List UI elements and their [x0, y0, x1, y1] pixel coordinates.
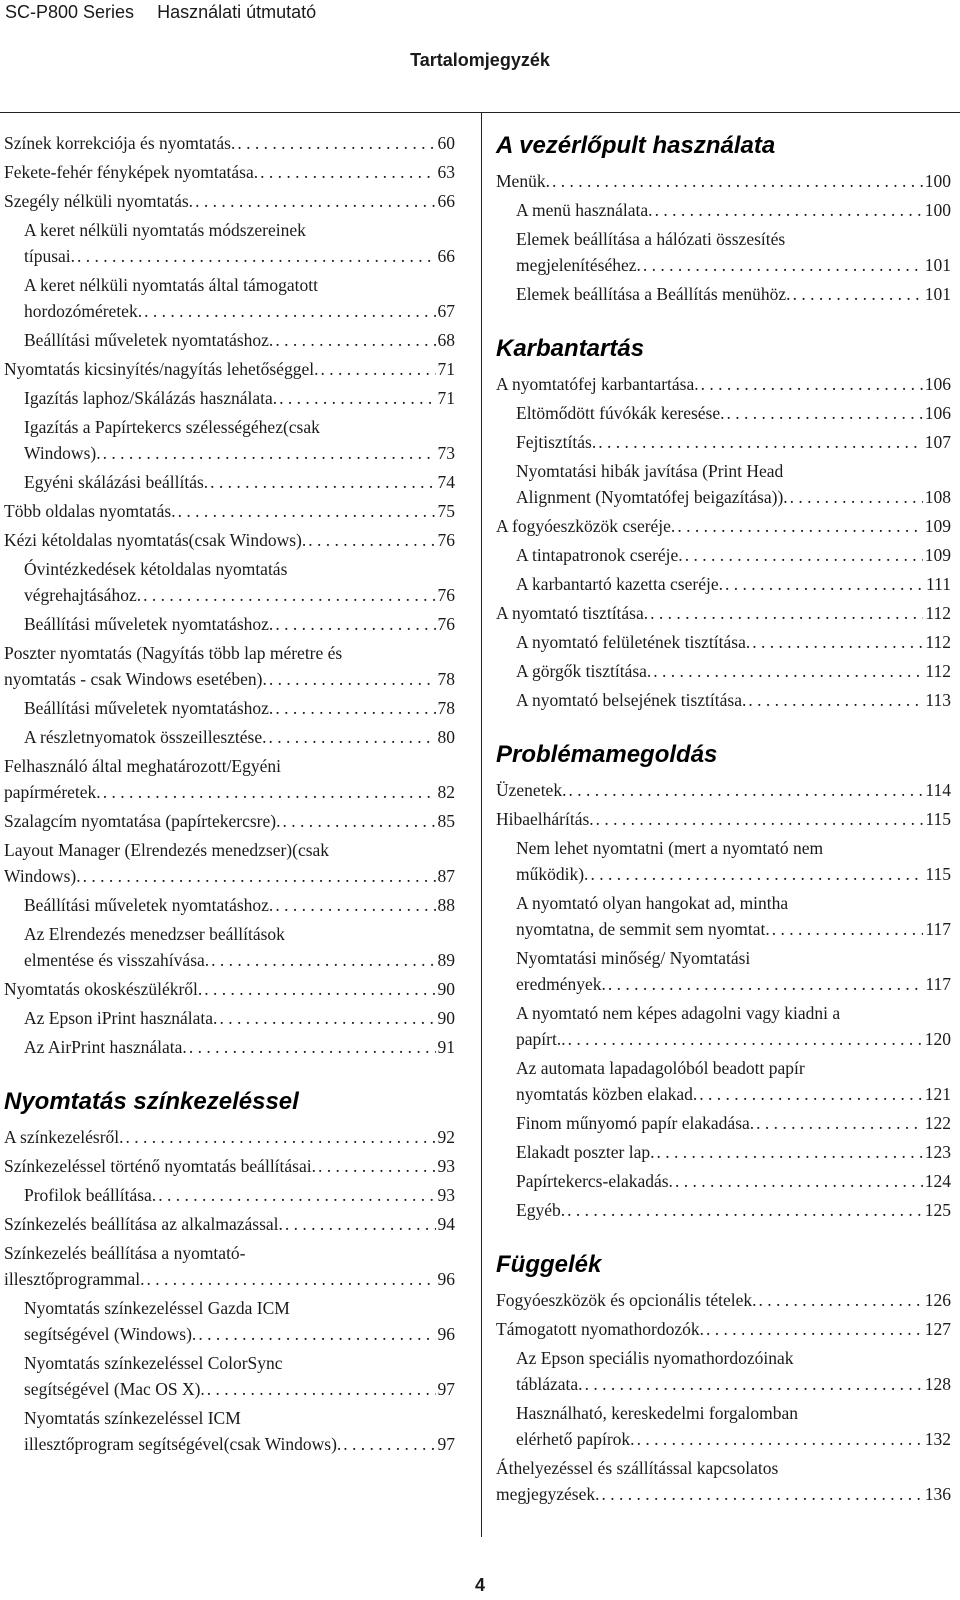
- toc-page-number: 113: [925, 690, 951, 710]
- toc-page-number: 126: [924, 1290, 951, 1310]
- dot-leader: [204, 976, 435, 1002]
- toc-entry[interactable]: [516, 1197, 951, 1223]
- toc-entry[interactable]: [516, 658, 951, 684]
- dot-leader: [275, 327, 435, 353]
- toc-entry[interactable]: [24, 611, 455, 637]
- toc-entry[interactable]: [24, 1295, 455, 1347]
- dot-leader: [126, 1124, 436, 1150]
- toc-entry-text: Több oldalas nyomtatás.: [4, 501, 176, 521]
- toc-entry-text: Az Epson iPrint használata.: [24, 1008, 218, 1028]
- toc-page-number: 76: [437, 530, 455, 550]
- toc-entry-text: segítségével (Windows).: [24, 1324, 197, 1344]
- toc-page-number: 122: [924, 1113, 951, 1133]
- toc-page-number: 90: [437, 1008, 455, 1028]
- dot-leader: [275, 695, 435, 721]
- toc-entry[interactable]: [4, 1124, 455, 1150]
- toc-entry[interactable]: [496, 513, 951, 539]
- dot-leader: [727, 400, 923, 426]
- dot-leader: [608, 971, 924, 997]
- toc-entry-text: Eltömődött fúvókák keresése.: [516, 403, 725, 423]
- toc-entry-text: Menük.: [496, 171, 550, 191]
- toc-page-number: 112: [925, 661, 951, 681]
- dot-leader: [655, 197, 923, 223]
- toc-page-number: 90: [437, 979, 455, 999]
- dot-leader: [103, 779, 436, 805]
- dot-leader: [143, 582, 435, 608]
- toc-entry[interactable]: [516, 890, 951, 942]
- toc-page-number: 114: [925, 780, 951, 800]
- dot-leader: [675, 1168, 923, 1194]
- toc-page-number: 100: [924, 200, 951, 220]
- toc-entry-text: A nyomtatófej karbantartása.: [496, 374, 699, 394]
- toc-entry[interactable]: [24, 695, 455, 721]
- toc-entry-text: Használható, kereskedelmi forgalomban: [516, 1403, 799, 1423]
- toc-entry-text: A keret nélküli nyomtatás által támogatott: [24, 275, 319, 295]
- toc-page-number: 106: [924, 403, 951, 423]
- toc-page-number: 100: [924, 171, 951, 191]
- toc-entry[interactable]: [24, 385, 455, 411]
- toc-entry[interactable]: [24, 272, 455, 324]
- toc-page-number: 117: [925, 974, 951, 994]
- dot-leader: [178, 498, 436, 524]
- toc-page-number: 78: [437, 669, 455, 689]
- toc-entry[interactable]: [516, 197, 951, 223]
- dot-leader: [211, 947, 435, 973]
- toc-entry-text: Színkezelés beállítása az alkalmazással.: [4, 1214, 283, 1234]
- toc-entry[interactable]: [24, 1034, 455, 1060]
- toc-page-number: 107: [924, 432, 951, 452]
- toc-entry[interactable]: [496, 1455, 951, 1507]
- dot-leader: [759, 1287, 923, 1313]
- dot-leader: [198, 1321, 435, 1347]
- toc-entry[interactable]: [516, 1345, 951, 1397]
- toc-entry-text: A karbantartó kazetta cseréje.: [516, 574, 723, 594]
- toc-entry[interactable]: [496, 777, 951, 803]
- toc-left-column: [4, 130, 455, 1460]
- toc-entry[interactable]: [4, 356, 455, 382]
- toc-page-number: 115: [925, 864, 951, 884]
- toc-entry-text: Nyomtatás színkezeléssel Gazda ICM: [24, 1298, 290, 1318]
- toc-page-number: 109: [924, 516, 951, 536]
- toc-entry-text: segítségével (Mac OS X).: [24, 1379, 205, 1399]
- toc-entry-text: Beállítási műveletek nyomtatáshoz.: [24, 895, 274, 915]
- dot-leader: [748, 687, 923, 713]
- toc-entry[interactable]: [24, 556, 455, 608]
- toc-entry-text: működik).: [516, 864, 589, 884]
- toc-page-number: 97: [437, 1379, 455, 1399]
- toc-entry-text: Alignment (Nyomtatófej beigazítása)).: [516, 487, 788, 507]
- toc-page-number: 127: [924, 1319, 951, 1339]
- dot-leader: [279, 385, 435, 411]
- toc-page-number: 74: [437, 472, 455, 492]
- toc-entry-text: Profilok beállítása.: [24, 1185, 157, 1205]
- toc-page-number: 111: [926, 574, 951, 594]
- dot-leader: [210, 469, 435, 495]
- dot-leader: [685, 542, 923, 568]
- dot-leader: [701, 371, 923, 397]
- toc-page-number: 109: [924, 545, 951, 565]
- toc-entry[interactable]: [4, 188, 455, 214]
- toc-entry-text: Óvintézkedések kétoldalas nyomtatás: [24, 559, 288, 579]
- toc-entry[interactable]: [516, 226, 951, 278]
- toc-entry-text: A nyomtató nem képes adagolni vagy kiadni a: [516, 1003, 841, 1023]
- toc-page-number: 75: [437, 501, 455, 521]
- toc-entry-text: Igazítás a Papírtekercs szélességéhez(csak: [24, 417, 320, 437]
- dot-leader: [568, 777, 923, 803]
- dot-leader: [77, 243, 435, 269]
- toc-entry-text: Elemek beállítása a Beállítás menühöz.: [516, 284, 791, 304]
- toc-entry[interactable]: [4, 753, 455, 805]
- toc-entry[interactable]: [516, 281, 951, 307]
- toc-entry-text: Az AirPrint használata.: [24, 1037, 187, 1057]
- toc-page-number: 71: [437, 388, 455, 408]
- toc-page-number: 124: [924, 1171, 951, 1191]
- toc-entry-text: Szalagcím nyomtatása (papírtekercsre).: [4, 811, 281, 831]
- toc-entry-text: Beállítási műveletek nyomtatáshoz.: [24, 614, 274, 634]
- toc-entry[interactable]: [516, 458, 951, 510]
- toc-entry[interactable]: [24, 892, 455, 918]
- dot-leader: [219, 1005, 435, 1031]
- toc-entry-text: A keret nélküli nyomtatás módszereinek: [24, 220, 306, 240]
- toc-page-number: 128: [924, 1374, 951, 1394]
- dot-leader: [552, 168, 923, 194]
- dot-leader: [596, 806, 924, 832]
- toc-entry-text: Színkezeléssel történő nyomtatás beállításai.: [4, 1156, 316, 1176]
- toc-entry[interactable]: [516, 1110, 951, 1136]
- toc-entry[interactable]: [496, 1316, 951, 1342]
- toc-entry[interactable]: [4, 640, 455, 692]
- toc-entry-text: nyomtatna, de semmit sem nyomtat.: [516, 919, 770, 939]
- toc-entry[interactable]: [24, 921, 455, 973]
- toc-entry[interactable]: [24, 724, 455, 750]
- toc-entry-text: Windows).: [24, 443, 101, 463]
- toc-entry-text: Fogyóeszközök és opcionális tételek.: [496, 1290, 757, 1310]
- dot-leader: [725, 571, 924, 597]
- dot-leader: [650, 600, 923, 626]
- toc-page-number: 66: [437, 246, 455, 266]
- toc-entry[interactable]: [4, 130, 455, 156]
- toc-page-number: 108: [924, 487, 951, 507]
- toc-entry[interactable]: [516, 629, 951, 655]
- toc-page-number: 96: [437, 1269, 455, 1289]
- toc-entry-text: végrehajtásához.: [24, 585, 142, 605]
- toc-entry-text: Nyomtatás okoskészülékről.: [4, 979, 203, 999]
- toc-entry[interactable]: [516, 571, 951, 597]
- toc-page-number: 88: [437, 895, 455, 915]
- dot-leader: [752, 629, 923, 655]
- toc-heading: Tartalomjegyzék: [410, 50, 550, 70]
- toc-entry[interactable]: [516, 1168, 951, 1194]
- toc-entry[interactable]: [516, 429, 951, 455]
- toc-entry-text: Támogatott nyomathordozók.: [496, 1319, 705, 1339]
- toc-entry-text: A nyomtató belsejének tisztítása.: [516, 690, 747, 710]
- toc-page-number: 93: [437, 1156, 455, 1176]
- toc-entry-text: Nyomtatás színkezeléssel ICM: [24, 1408, 241, 1428]
- toc-entry[interactable]: [4, 1211, 455, 1237]
- toc-entry[interactable]: [24, 327, 455, 353]
- toc-entry-text: A tintapatronok cseréje.: [516, 545, 683, 565]
- toc-page-number: 76: [437, 585, 455, 605]
- toc-entry-text: Az Epson speciális nyomathordozóinak: [516, 1348, 794, 1368]
- toc-page-number: 101: [924, 255, 951, 275]
- toc-right-column: [496, 130, 951, 1510]
- toc-entry[interactable]: [24, 1005, 455, 1031]
- dot-leader: [772, 916, 924, 942]
- toc-entry[interactable]: [496, 1287, 951, 1313]
- toc-entry-text: papírméretek.: [4, 782, 101, 802]
- toc-page-number: 112: [925, 632, 951, 652]
- dot-leader: [269, 666, 436, 692]
- dot-leader: [643, 252, 923, 278]
- toc-page-number: 82: [437, 782, 455, 802]
- toc-entry[interactable]: [24, 1405, 455, 1457]
- toc-entry-text: Hibaelhárítás.: [496, 809, 594, 829]
- toc-entry[interactable]: [516, 1055, 951, 1107]
- dot-leader: [275, 611, 435, 637]
- toc-entry[interactable]: [4, 498, 455, 524]
- dot-leader: [320, 356, 435, 382]
- toc-entry-text: nyomtatás - csak Windows esetében).: [4, 669, 267, 689]
- toc-page-number: 125: [924, 1200, 951, 1220]
- toc-entry[interactable]: [24, 217, 455, 269]
- toc-page-number: 60: [437, 133, 455, 153]
- toc-entry-text: Elemek beállítása a hálózati összesítés: [516, 229, 786, 249]
- toc-entry[interactable]: [4, 1153, 455, 1179]
- toc-page-number: 136: [924, 1484, 951, 1504]
- toc-entry-text: típusai.: [24, 246, 76, 266]
- toc-entry[interactable]: [516, 1000, 951, 1052]
- toc-page-number: 117: [925, 919, 951, 939]
- toc-entry-text: Nyomtatási minőség/ Nyomtatási: [516, 948, 751, 968]
- dot-leader: [653, 658, 923, 684]
- toc-entry-text: Az Elrendezés menedzser beállítások: [24, 924, 285, 944]
- toc-page-number: 71: [437, 359, 455, 379]
- toc-entry[interactable]: [4, 1240, 455, 1292]
- toc-page-number: 78: [437, 698, 455, 718]
- product-name: SC-P800 Series: [5, 2, 135, 22]
- dot-leader: [637, 1426, 923, 1452]
- dot-leader: [793, 281, 923, 307]
- dot-leader: [318, 1153, 436, 1179]
- toc-entry-text: Színkezelés beállítása a nyomtató-: [4, 1243, 246, 1263]
- toc-page-number: 66: [437, 191, 455, 211]
- toc-page-number: 115: [925, 809, 951, 829]
- header-rule: [0, 112, 960, 113]
- toc-page-number: 89: [437, 950, 455, 970]
- dot-leader: [602, 1481, 923, 1507]
- toc-entry-text: A nyomtató felületének tisztítása.: [516, 632, 751, 652]
- toc-page-number: 80: [437, 727, 455, 747]
- toc-entry[interactable]: [24, 1182, 455, 1208]
- toc-page-number: 73: [437, 443, 455, 463]
- dot-leader: [585, 1371, 923, 1397]
- toc-page-number: 123: [924, 1142, 951, 1162]
- dot-leader: [590, 861, 923, 887]
- dot-leader: [343, 1431, 435, 1457]
- toc-entry[interactable]: [4, 976, 455, 1002]
- toc-page-number: 96: [437, 1324, 455, 1344]
- toc-entry[interactable]: [496, 600, 951, 626]
- section-heading: Nyomtatás színkezeléssel: [4, 1088, 299, 1115]
- toc-entry[interactable]: [4, 808, 455, 834]
- toc-page-number: 112: [925, 603, 951, 623]
- dot-leader: [598, 429, 923, 455]
- toc-page-number: 120: [924, 1029, 951, 1049]
- toc-entry-text: megjelenítéséhez.: [516, 255, 641, 275]
- dot-leader: [756, 1110, 923, 1136]
- dot-leader: [282, 808, 435, 834]
- toc-entry-text: A színkezelésről.: [4, 1127, 124, 1147]
- toc-entry-text: Nyomtatás kicsinyítés/nagyítás lehetőséggel.: [4, 359, 319, 379]
- toc-entry[interactable]: [516, 400, 951, 426]
- dot-leader: [237, 130, 435, 156]
- toc-entry-text: Layout Manager (Elrendezés menedzser)(csak: [4, 840, 330, 860]
- toc-page-number: 63: [437, 162, 455, 182]
- page-number: 4: [474, 1575, 485, 1595]
- toc-page-number: 68: [437, 330, 455, 350]
- toc-entry[interactable]: [496, 371, 951, 397]
- toc-entry[interactable]: [4, 159, 455, 185]
- toc-entry[interactable]: [24, 414, 455, 466]
- toc-entry[interactable]: [496, 168, 951, 194]
- dot-leader: [189, 1034, 436, 1060]
- section-heading: Problémamegoldás: [496, 741, 718, 768]
- section-heading: Függelék: [496, 1251, 602, 1278]
- toc-entry-text: Felhasználó által meghatározott/Egyéni: [4, 756, 281, 776]
- toc-page-number: 97: [437, 1434, 455, 1454]
- dot-leader: [308, 527, 435, 553]
- toc-entry-text: A görgők tisztítása.: [516, 661, 652, 681]
- dot-leader: [699, 1081, 922, 1107]
- toc-entry-text: megjegyzések.: [496, 1484, 600, 1504]
- toc-entry-text: táblázata.: [516, 1374, 583, 1394]
- toc-entry[interactable]: [4, 527, 455, 553]
- toc-entry-text: Fejtisztítás.: [516, 432, 597, 452]
- toc-entry[interactable]: [4, 837, 455, 889]
- toc-entry-text: Fekete-fehér fényképek nyomtatása.: [4, 162, 259, 182]
- toc-entry-text: Szegély nélküli nyomtatás.: [4, 191, 194, 211]
- dot-leader: [158, 1182, 435, 1208]
- toc-entry[interactable]: [24, 1350, 455, 1402]
- toc-page-number: 132: [924, 1429, 951, 1449]
- toc-entry-text: Egyéni skálázási beállítás.: [24, 472, 209, 492]
- dot-leader: [275, 892, 435, 918]
- toc-page-number: 101: [924, 284, 951, 304]
- dot-leader: [790, 484, 923, 510]
- toc-entry[interactable]: [24, 469, 455, 495]
- toc-entry-text: eredmények.: [516, 974, 606, 994]
- toc-entry[interactable]: [516, 945, 951, 997]
- toc-entry[interactable]: [516, 1400, 951, 1452]
- toc-entry-text: nyomtatás közben elakad.: [516, 1084, 698, 1104]
- toc-entry-text: illesztőprogrammal.: [4, 1269, 145, 1289]
- toc-entry-text: Nyomtatási hibák javítása (Print Head: [516, 461, 784, 481]
- dot-leader: [706, 1316, 923, 1342]
- toc-page-number: 87: [437, 866, 455, 886]
- dot-leader: [146, 1266, 435, 1292]
- toc-page-number: 76: [437, 614, 455, 634]
- toc-entry-text: Üzenetek.: [496, 780, 567, 800]
- toc-page-number: 93: [437, 1185, 455, 1205]
- toc-page-number: 121: [924, 1084, 951, 1104]
- dot-leader: [83, 863, 436, 889]
- toc-entry-text: A menü használata.: [516, 200, 653, 220]
- toc-entry-text: Windows).: [4, 866, 81, 886]
- toc-entry-text: elérhető papírok.: [516, 1429, 635, 1449]
- toc-entry-text: A nyomtató olyan hangokat ad, mintha: [516, 893, 789, 913]
- toc-entry-text: Beállítási műveletek nyomtatáshoz.: [24, 330, 274, 350]
- toc-entry-text: Az automata lapadagolóból beadott papír: [516, 1058, 805, 1078]
- toc-entry-text: Poszter nyomtatás (Nagyítás több lap méretre és: [4, 643, 343, 663]
- running-header: [5, 0, 334, 24]
- toc-entry[interactable]: [516, 1139, 951, 1165]
- dot-leader: [195, 188, 435, 214]
- toc-entry-text: Áthelyezéssel és szállítással kapcsolatos: [496, 1458, 779, 1478]
- toc-entry-text: illesztőprogram segítségével(csak Windows).: [24, 1434, 342, 1454]
- dot-leader: [677, 513, 922, 539]
- dot-leader: [260, 159, 435, 185]
- toc-entry[interactable]: [496, 806, 951, 832]
- toc-page-number: 85: [437, 811, 455, 831]
- toc-entry-text: Elakadt poszter lap.: [516, 1142, 655, 1162]
- toc-entry[interactable]: [516, 687, 951, 713]
- toc-page-number: 94: [437, 1214, 455, 1234]
- dot-leader: [568, 1026, 923, 1052]
- toc-entry-text: elmentése és visszahívása.: [24, 950, 210, 970]
- toc-entry-text: Színek korrekciója és nyomtatás.: [4, 133, 236, 153]
- section-heading: Karbantartás: [496, 335, 645, 362]
- toc-entry-text: Igazítás laphoz/Skálázás használata.: [24, 388, 278, 408]
- toc-entry-text: Egyéb.: [516, 1200, 566, 1220]
- toc-page-number: 106: [924, 374, 951, 394]
- dot-leader: [567, 1197, 923, 1223]
- toc-page-number: 92: [437, 1127, 455, 1147]
- toc-entry-text: A fogyóeszközök cseréje.: [496, 516, 676, 536]
- toc-page-number: 91: [437, 1037, 455, 1057]
- toc-entry[interactable]: [516, 835, 951, 887]
- column-divider: [481, 112, 482, 1537]
- dot-leader: [207, 1376, 436, 1402]
- toc-entry-text: Finom műnyomó papír elakadása.: [516, 1113, 755, 1133]
- toc-entry-text: A részletnyomatok összeillesztése.: [24, 727, 267, 747]
- toc-entry-text: A nyomtató tisztítása.: [496, 603, 649, 623]
- dot-leader: [269, 724, 436, 750]
- section-heading: A vezérlőpult használata: [496, 132, 776, 159]
- toc-entry-text: Nyomtatás színkezeléssel ColorSync: [24, 1353, 283, 1373]
- dot-leader: [144, 298, 435, 324]
- toc-entry-text: Kézi kétoldalas nyomtatás(csak Windows).: [4, 530, 307, 550]
- toc-entry-text: Nem lehet nyomtatni (mert a nyomtató nem: [516, 838, 824, 858]
- document-title: Használati útmutató: [157, 2, 317, 22]
- toc-page-number: 67: [437, 301, 455, 321]
- toc-entry-text: Papírtekercs-elakadás.: [516, 1171, 673, 1191]
- dot-leader: [285, 1211, 436, 1237]
- toc-entry[interactable]: [516, 542, 951, 568]
- toc-entry-text: Beállítási műveletek nyomtatáshoz.: [24, 698, 274, 718]
- toc-entry-text: papírt..: [516, 1029, 566, 1049]
- toc-entry-text: hordozóméretek.: [24, 301, 143, 321]
- dot-leader: [657, 1139, 923, 1165]
- dot-leader: [103, 440, 436, 466]
